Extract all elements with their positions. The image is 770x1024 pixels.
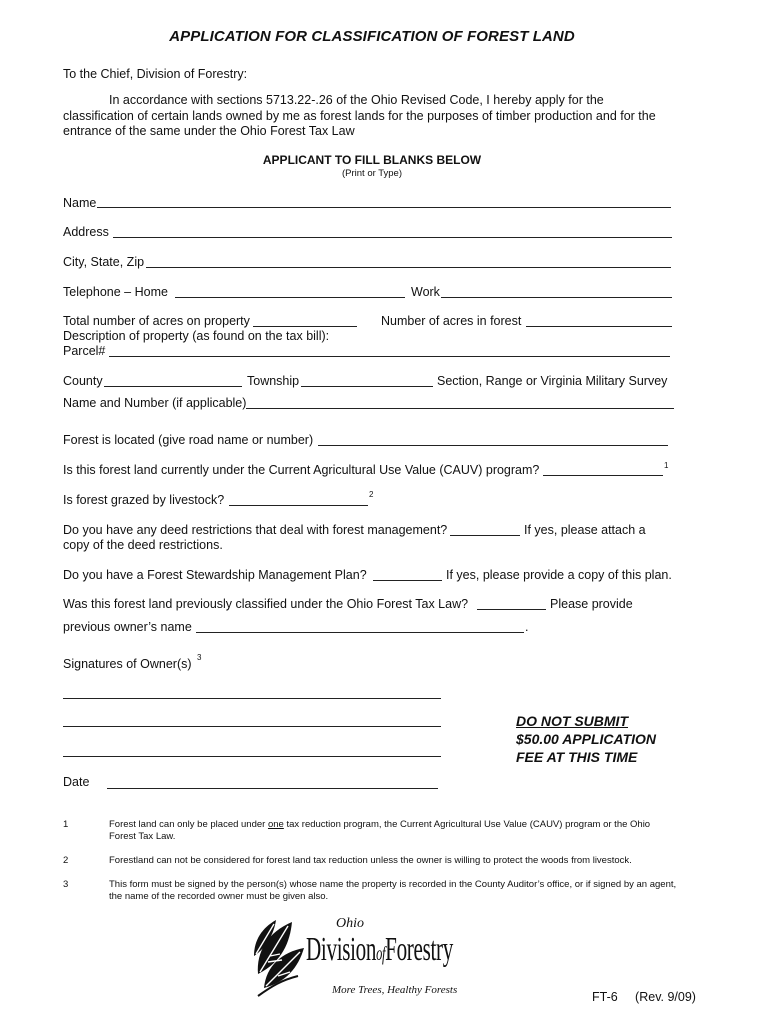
intro-line-1: In accordance with sections 5713.22-.26 of the Ohio Revised Code, I hereby apply for the [109, 93, 604, 107]
footnote-2-text: Forestland can not be considered for forest land tax reduction unless the owner is willing to protect the woods from livestock. [109, 855, 632, 866]
forest-location-label: Forest is located (give road name or number) [63, 433, 314, 447]
work-phone-field[interactable] [441, 297, 672, 298]
forest-acres-label: Number of acres in forest [381, 314, 522, 328]
signatures-label: Signatures of Owner(s) [63, 657, 192, 671]
signature-line-3[interactable] [63, 756, 441, 757]
intro-line-2: classification of certain lands owned by me as forest lands for the purposes of timber production and for the [63, 108, 656, 123]
intro-paragraph [63, 93, 683, 140]
signatures-footnote-ref: 3 [197, 653, 202, 662]
date-label: Date [63, 775, 90, 789]
previous-owner-field[interactable] [196, 632, 524, 633]
intro-line-3: entrance of the same under the Ohio Forest Tax Law [63, 124, 355, 138]
name-number-field[interactable] [246, 408, 674, 409]
fee-notice-line-3: FEE AT THIS TIME [516, 749, 638, 765]
telephone-home-label: Telephone – Home [63, 285, 168, 299]
footnote-1-number: 1 [63, 819, 69, 830]
section-range-label: Section, Range or Virginia Military Survey [437, 374, 668, 388]
fee-notice [516, 712, 656, 766]
date-field[interactable] [107, 788, 438, 789]
forest-location-field[interactable] [318, 445, 668, 446]
grazed-question: Is forest grazed by livestock? [63, 493, 225, 507]
name-label: Name [63, 196, 97, 210]
division-of-forestry-logo [252, 916, 474, 1000]
address-field[interactable] [113, 237, 672, 238]
grazed-footnote-ref: 2 [369, 490, 374, 499]
logo-tagline: More Trees, Healthy Forests [332, 984, 458, 996]
deed-answer-field[interactable] [450, 535, 520, 536]
instructions-heading: APPLICANT TO FILL BLANKS BELOW [262, 153, 482, 167]
address-label: Address [63, 225, 109, 239]
deed-followup: If yes, please attach a [524, 523, 646, 537]
signature-line-2[interactable] [63, 726, 441, 727]
parcel-field[interactable] [109, 356, 670, 357]
county-label: County [63, 374, 103, 388]
work-label: Work [411, 285, 440, 299]
cauv-question: Is this forest land currently under the Current Agricultural Use Value (CAUV) program? [63, 463, 540, 477]
city-state-zip-field[interactable] [146, 267, 671, 268]
previous-owner-label: previous owner’s name [63, 620, 192, 634]
footnote-1-text: Forest land can only be placed under one tax reduction program, the Current Agricultural Use Value (CAUV) program or the Ohio Forest Tax Law. [109, 819, 651, 842]
parcel-label: Parcel# [63, 344, 106, 358]
county-field[interactable] [104, 386, 242, 387]
township-field[interactable] [301, 386, 433, 387]
description-label: Description of property (as found on the tax bill): [63, 329, 330, 343]
logo-wordmark: DivisionofForestry [306, 931, 453, 968]
deed-question: Do you have any deed restrictions that deal with forest management? [63, 523, 448, 537]
footnote-3-number: 3 [63, 879, 69, 890]
previous-followup: Please provide [550, 597, 633, 611]
city-state-zip-label: City, State, Zip [63, 255, 145, 269]
previous-owner-period: . [525, 620, 529, 634]
plan-followup: If yes, please provide a copy of this plan. [446, 568, 672, 582]
name-field[interactable] [97, 207, 671, 208]
logo-ohio: Ohio [336, 916, 364, 931]
total-acres-label: Total number of acres on property [63, 314, 250, 328]
name-number-label: Name and Number (if applicable) [63, 396, 247, 410]
instructions-sub: (Print or Type) [341, 168, 402, 179]
fee-notice-line-1: DO NOT SUBMIT [516, 713, 628, 729]
form-number: FT-6 (Rev. 9/09) [592, 990, 696, 1004]
footnote-2-number: 2 [63, 855, 69, 866]
township-label: Township [247, 374, 300, 388]
grazed-answer-field[interactable] [229, 505, 368, 506]
plan-answer-field[interactable] [373, 580, 442, 581]
salutation: To the Chief, Division of Forestry: [63, 67, 248, 81]
cauv-answer-field[interactable] [543, 475, 663, 476]
forest-acres-field[interactable] [526, 326, 672, 327]
previous-classification-question: Was this forest land previously classified under the Ohio Forest Tax Law? [63, 597, 469, 611]
fee-notice-line-2: $50.00 APPLICATION [516, 731, 657, 747]
plan-question: Do you have a Forest Stewardship Management Plan? [63, 568, 367, 582]
cauv-footnote-ref: 1 [664, 461, 669, 470]
previous-classification-field[interactable] [477, 609, 546, 610]
telephone-home-field[interactable] [175, 297, 405, 298]
signature-line-1[interactable] [63, 698, 441, 699]
form-title: APPLICATION FOR CLASSIFICATION OF FOREST LAND [169, 28, 575, 45]
deed-followup-line2: copy of the deed restrictions. [63, 538, 223, 552]
total-acres-field[interactable] [253, 326, 357, 327]
footnote-3-text: This form must be signed by the person(s) whose name the property is recorded in the County Auditor’s office, or if signed by an agent, the name of the recorded owner must be given also. [109, 879, 677, 902]
